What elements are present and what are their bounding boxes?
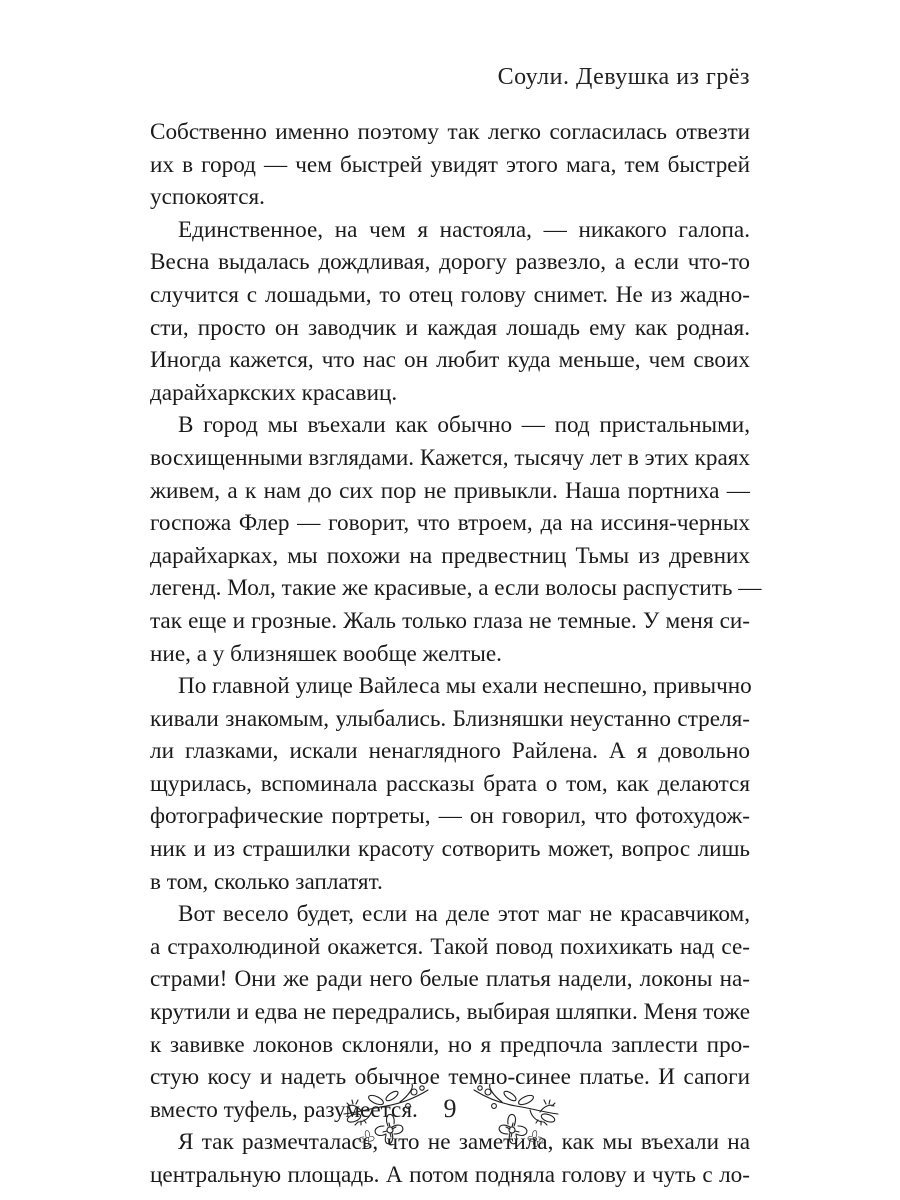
- text-line: центральную площадь. А потом подняла голову и чуть с ло-: [150, 1162, 750, 1188]
- text-line: дарайхаркских красавиц.: [150, 379, 398, 406]
- body-text: [150, 116, 762, 1192]
- page-footer: [0, 1082, 900, 1162]
- text-line: дарайхарках, мы похожи на предвестниц Тьмы из древних: [150, 542, 750, 569]
- text-line: в том, сколько заплатят.: [150, 868, 383, 895]
- text-line: страми! Они же ради него белые платья надели, локоны на-: [150, 966, 750, 993]
- text-line: легенд. Мол, такие же красивые, а если волосы распустить —: [150, 575, 762, 602]
- text-line: В город мы въехали как обычно — под пристальными,: [178, 412, 750, 439]
- text-line: щурилась, вспоминала рассказы брата о том, как делаются: [150, 770, 750, 797]
- running-head: Соули. Девушка из грёз: [497, 64, 750, 90]
- flower-branch-icon: [470, 1082, 560, 1152]
- text-line: стую косу и надеть обычное темно-синее платье. И сапоги: [150, 1064, 750, 1091]
- text-line: Собственно именно поэтому так легко согласилась отвезти: [150, 119, 750, 145]
- text-line: Весна выдалась дождливая, дорогу развезло, а если что-то: [150, 249, 750, 276]
- text-line: Я так размечталась, что не заметила, как мы въехали на: [178, 1129, 750, 1156]
- text-line: ник и из страшилки красоту сотворить может, вопрос лишь: [150, 836, 750, 863]
- text-line: случится с лошадьми, то отец голову снимет. Не из жадно-: [150, 281, 750, 308]
- text-line: крутили и едва не передрались, выбирая шляпки. Меня тоже: [150, 999, 750, 1026]
- flower-branch-icon: [342, 1082, 432, 1152]
- text-line: живем, а к нам до сих пор не привыкли. Наша портниха —: [150, 477, 750, 504]
- text-line: их в город — чем быстрей увидят этого мага, тем быстрей: [150, 151, 750, 178]
- page-number: 9: [443, 1094, 457, 1123]
- text-line: а страхолюдиной окажется. Такой повод похихикать над се-: [150, 933, 750, 960]
- text-line: к завивке локонов склоняли, но я предпочла заплести про-: [150, 1031, 750, 1058]
- text-line: Единственное, на чем я настояла, — никакого галопа.: [178, 216, 750, 243]
- text-line: вместо туфель, разумеется.: [150, 1096, 418, 1123]
- text-line: Иногда кажется, что нас он любит куда меньше, чем своих: [150, 347, 750, 374]
- text-line: успокоятся.: [150, 184, 265, 211]
- text-line: ли глазками, искали ненаглядного Райлена. А я довольно: [150, 738, 750, 765]
- text-line: кивали знакомым, улыбались. Близняшки неустанно стреля-: [150, 705, 750, 732]
- text-line: По главной улице Вайлеса мы ехали неспешно, привычно: [178, 673, 752, 700]
- text-line: фотографические портреты, — он говорил, что фотохудож-: [150, 803, 750, 830]
- text-line: ние, а у близняшек вообще желтые.: [150, 640, 502, 667]
- text-line: так еще и грозные. Жаль только глаза не темные. У меня си-: [150, 607, 750, 634]
- text-line: Вот весело будет, если на деле этот маг не красавчиком,: [178, 901, 750, 928]
- text-line: госпожа Флер — говорит, что втроем, да на иссиня-черных: [150, 510, 750, 537]
- text-line: восхищенными взглядами. Кажется, тысячу лет в этих краях: [150, 444, 750, 471]
- text-line: сти, просто он заводчик и каждая лошадь ему как родная.: [150, 314, 750, 341]
